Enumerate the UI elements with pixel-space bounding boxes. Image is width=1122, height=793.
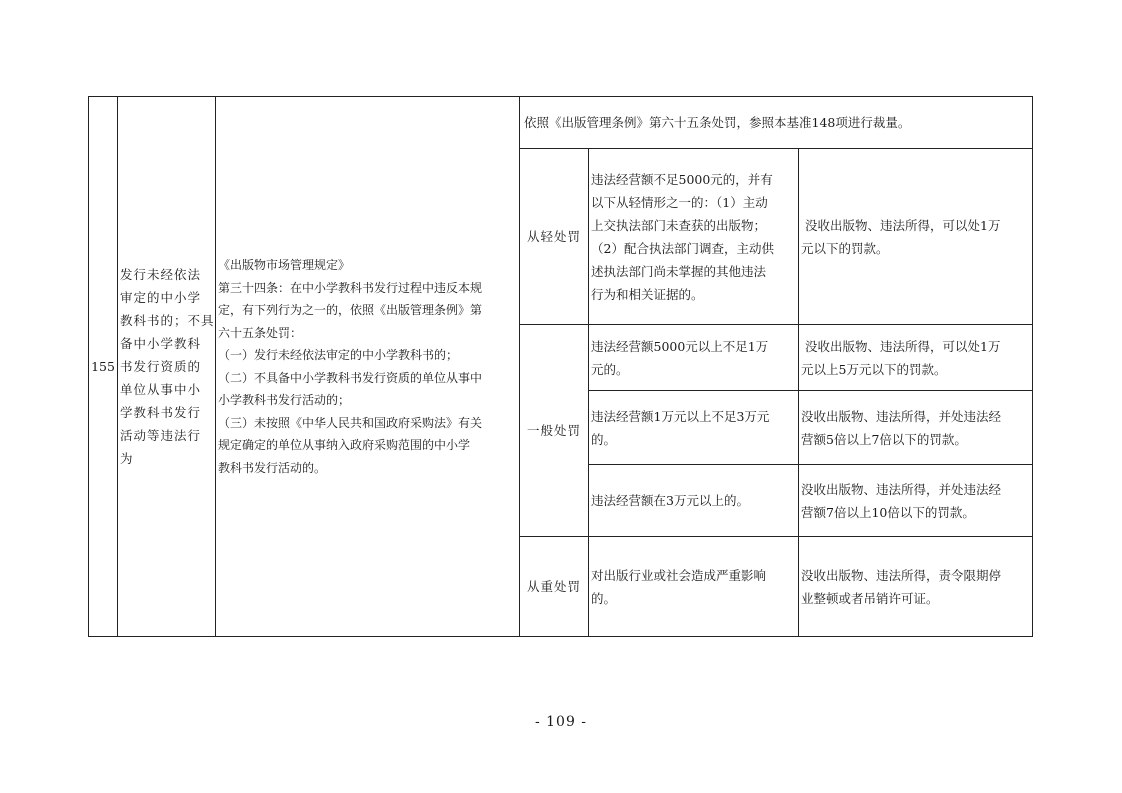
condition-line: 元的。 xyxy=(591,361,629,377)
condition-line: 述执法部门尚未掌握的其他违法 xyxy=(591,263,767,279)
condition-cell xyxy=(589,149,799,325)
condition-cell xyxy=(589,325,799,391)
penalty-table xyxy=(88,96,1033,637)
penalty-line: 元以下的罚款。 xyxy=(801,240,889,256)
violation-line: 学教科书发行 xyxy=(120,405,202,420)
penalty-cell xyxy=(799,465,1033,537)
penalty-line: 营额5倍以上7倍以下的罚款。 xyxy=(801,431,967,447)
penalty-line: 没收出版物、违法所得，责令限期停 xyxy=(801,567,1002,583)
level-heavy: 从重处罚 xyxy=(520,537,589,637)
condition-line: 以下从轻情形之一的：（1）主动 xyxy=(591,194,768,210)
condition-line: 违法经营额1万元以上不足3万元 xyxy=(591,408,770,424)
penalty-line: 没收出版物、违法所得，并处违法经 xyxy=(801,481,1002,497)
legal-basis-line: 第三十四条：在中小学教科书发行过程中违反本规 xyxy=(218,280,483,295)
violation-line: 单位从事中小 xyxy=(120,382,202,397)
condition-line: 违法经营额在3万元以上的。 xyxy=(591,493,749,508)
condition-cell xyxy=(589,465,799,537)
penalty-line: 没收出版物、违法所得，可以处1万 xyxy=(801,217,1001,233)
condition-line: 违法经营额不足5000元的，并有 xyxy=(591,171,773,187)
condition-cell xyxy=(589,391,799,465)
penalty-line: 元以上5万元以下的罚款。 xyxy=(801,361,947,377)
violation-description xyxy=(118,97,216,637)
legal-basis-line: （三）未按照《中华人民共和国政府采购法》有关 xyxy=(218,415,483,430)
condition-line: 的。 xyxy=(591,590,617,606)
violation-line: 活动等违法行 xyxy=(120,428,202,443)
penalty-cell xyxy=(799,537,1033,637)
legal-basis-line: 教科书发行活动的。 xyxy=(218,460,327,475)
violation-line: 发行未经依法 xyxy=(120,267,202,282)
condition-line: 行为和相关证据的。 xyxy=(591,286,704,302)
legal-basis-line: 《出版物市场管理规定》 xyxy=(218,258,351,272)
condition-line: 上交执法部门未查获的出版物； xyxy=(591,217,767,233)
level-light: 从轻处罚 xyxy=(520,149,589,325)
penalty-cell xyxy=(799,391,1033,465)
penalty-cell xyxy=(799,149,1033,325)
legal-basis-line: 小学教科书发行活动的； xyxy=(218,393,351,407)
discretion-note: 依照《出版管理条例》第六十五条处罚，参照本基准148项进行裁量。 xyxy=(520,97,1033,149)
violation-line: 教科书的；不具 xyxy=(120,313,215,328)
penalty-line: 营额7倍以上10倍以下的罚款。 xyxy=(801,504,975,520)
penalty-line: 没收出版物、违法所得，可以处1万 xyxy=(801,338,1001,354)
legal-basis-line: （一）发行未经依法审定的中小学教科书的； xyxy=(218,348,459,362)
condition-line: （2）配合执法部门调查，主动供 xyxy=(591,240,774,256)
table-row xyxy=(89,97,1033,149)
violation-line: 审定的中小学 xyxy=(120,290,202,305)
legal-basis-line: （二）不具备中小学教科书发行资质的单位从事中 xyxy=(218,370,483,385)
penalty-cell xyxy=(799,325,1033,391)
legal-basis-line: 六十五条处罚： xyxy=(218,325,303,340)
condition-cell xyxy=(589,537,799,637)
condition-line: 违法经营额5000元以上不足1万 xyxy=(591,338,769,354)
level-general: 一般处罚 xyxy=(520,325,589,537)
legal-basis-line: 定，有下列行为之一的，依照《出版管理条例》第 xyxy=(218,303,483,317)
item-number: 155 xyxy=(89,97,118,637)
violation-line: 书发行资质的 xyxy=(120,359,202,374)
legal-basis xyxy=(216,97,520,637)
legal-basis-line: 规定确定的单位从事纳入政府采购范围的中小学 xyxy=(218,438,471,452)
violation-line: 备中小学教科 xyxy=(120,336,202,351)
condition-line: 的。 xyxy=(591,431,617,447)
violation-line: 为 xyxy=(120,451,134,466)
penalty-line: 业整顿或者吊销许可证。 xyxy=(801,590,939,606)
page-number: - 109 - xyxy=(534,714,588,730)
penalty-line: 没收出版物、违法所得，并处违法经 xyxy=(801,408,1002,424)
condition-line: 对出版行业或社会造成严重影响 xyxy=(591,567,767,583)
